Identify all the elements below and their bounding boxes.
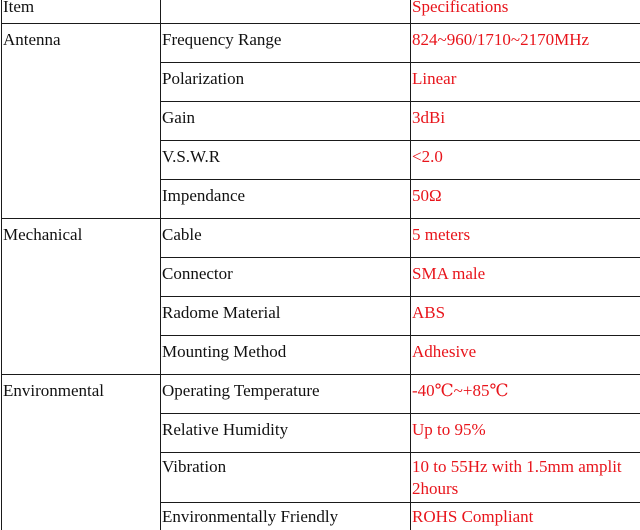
param-vswr: V.S.W.R <box>161 141 411 180</box>
value-operating-temperature: -40℃~+85℃ <box>411 375 640 414</box>
header-specifications: Specifications <box>411 0 640 24</box>
value-environmentally-friendly: ROHS Compliant <box>411 503 640 530</box>
header-item: Item <box>2 0 161 24</box>
value-gain: 3dBi <box>411 102 640 141</box>
table-row <box>2 219 640 258</box>
param-frequency-range: Frequency Range <box>161 24 411 63</box>
value-connector: SMA male <box>411 258 640 297</box>
table-row <box>2 24 640 63</box>
value-relative-humidity: Up to 95% <box>411 414 640 453</box>
value-impendance: 50Ω <box>411 180 640 219</box>
value-polarization: Linear <box>411 63 640 102</box>
table-row <box>2 375 640 414</box>
group-environmental: Environmental <box>2 375 161 530</box>
param-gain: Gain <box>161 102 411 141</box>
param-environmentally-friendly: Environmentally Friendly <box>161 503 411 530</box>
value-vswr: <2.0 <box>411 141 640 180</box>
param-cable: Cable <box>161 219 411 258</box>
param-polarization: Polarization <box>161 63 411 102</box>
value-radome-material: ABS <box>411 297 640 336</box>
header-row <box>2 0 640 24</box>
value-vibration-line1: 10 to 55Hz with 1.5mm amplit <box>412 457 622 476</box>
param-operating-temperature: Operating Temperature <box>161 375 411 414</box>
header-blank <box>161 0 411 24</box>
value-vibration <box>411 453 640 503</box>
param-connector: Connector <box>161 258 411 297</box>
param-mounting-method: Mounting Method <box>161 336 411 375</box>
group-mechanical: Mechanical <box>2 219 161 375</box>
param-vibration: Vibration <box>161 453 411 503</box>
value-vibration-line2: 2hours <box>412 479 459 498</box>
param-radome-material: Radome Material <box>161 297 411 336</box>
value-mounting-method: Adhesive <box>411 336 640 375</box>
param-relative-humidity: Relative Humidity <box>161 414 411 453</box>
value-cable: 5 meters <box>411 219 640 258</box>
specifications-table <box>1 0 640 530</box>
value-frequency-range: 824~960/1710~2170MHz <box>411 24 640 63</box>
group-antenna: Antenna <box>2 24 161 219</box>
param-impendance: Impendance <box>161 180 411 219</box>
